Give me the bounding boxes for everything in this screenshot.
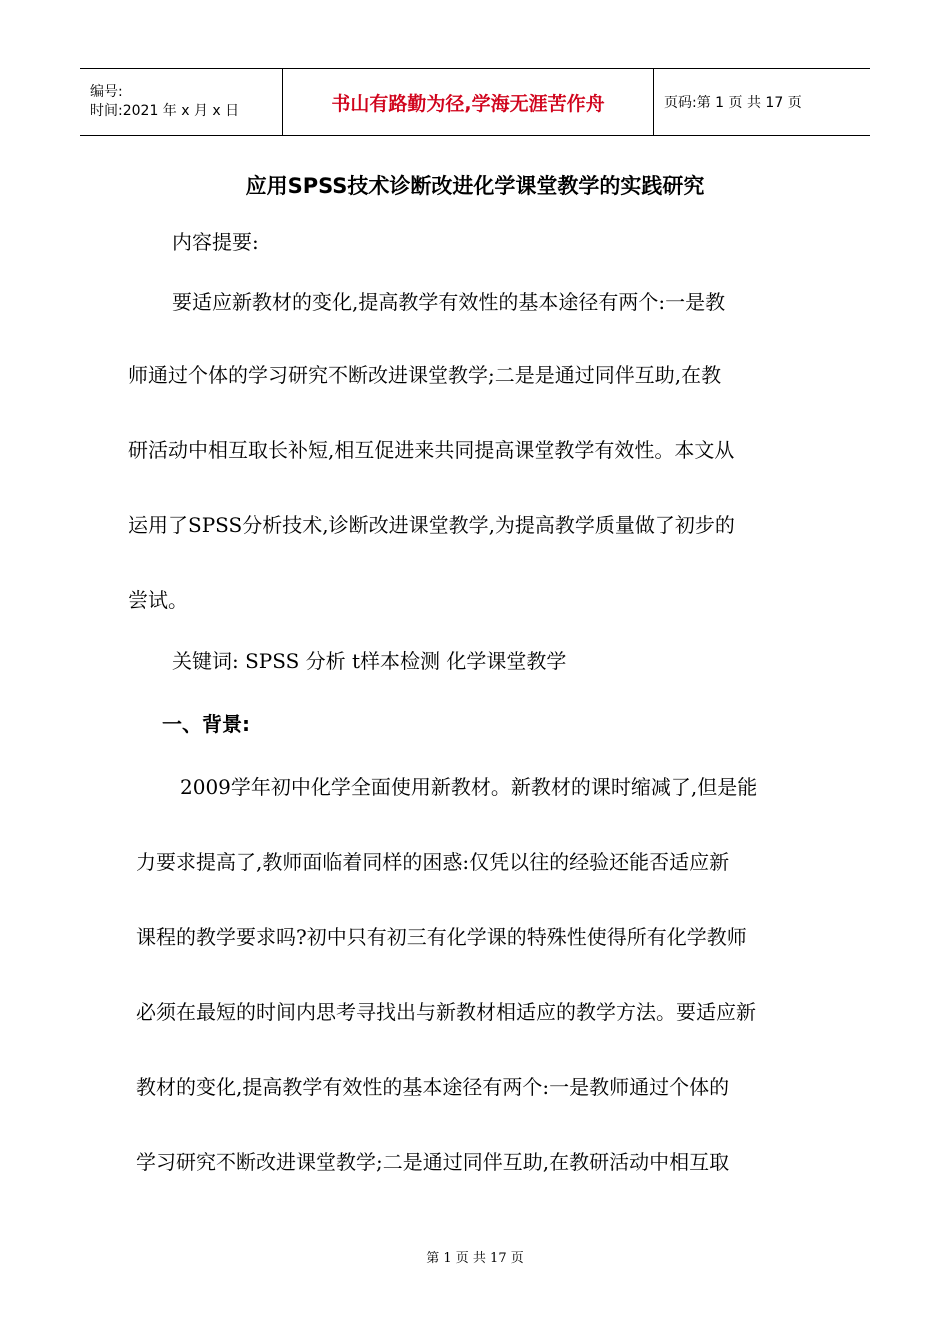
abstract-label: 内容提要: [172, 230, 259, 254]
abstract-line: 运用了SPSS分析技术,诊断改进课堂教学,为提高教学质量做了初步的 [128, 513, 735, 537]
header-page-cell [654, 69, 870, 135]
body-line: 教材的变化,提高教学有效性的基本途径有两个:一是教师通过个体的 [136, 1075, 730, 1099]
body-line: 必须在最短的时间内思考寻找出与新教材相适应的教学方法。要适应新 [136, 1000, 756, 1024]
page-footer: 第 1 页 共 17 页 [426, 1251, 524, 1266]
document-time-label: 时间:2021 年 x 月 x 日 [90, 103, 240, 119]
header-motto-cell [282, 69, 654, 135]
abstract-line: 尝试。 [128, 588, 188, 612]
abstract-line: 要适应新教材的变化,提高教学有效性的基本途径有两个:一是教 [172, 290, 726, 314]
document-number-label: 编号: [90, 84, 123, 100]
header-page-info: 页码:第 1 页 共 17 页 [664, 95, 802, 111]
abstract-line: 研活动中相互取长补短,相互促进来共同提高课堂教学有效性。本文从 [128, 438, 735, 462]
body-line: 力要求提高了,教师面临着同样的困惑:仅凭以往的经验还能否适应新 [136, 850, 730, 874]
body-line: 课程的教学要求吗?初中只有初三有化学课的特殊性使得所有化学教师 [136, 925, 747, 949]
body-line: 学习研究不断改进课堂教学;二是通过同伴互助,在教研活动中相互取 [136, 1150, 730, 1174]
header-left-cell [80, 69, 282, 135]
keywords: 关键词: SPSS 分析 t样本检测 化学课堂教学 [172, 649, 567, 673]
body-line: 2009学年初中化学全面使用新教材。新教材的课时缩减了,但是能 [180, 775, 758, 799]
abstract-line: 师通过个体的学习研究不断改进课堂教学;二是是通过同伴互助,在教 [128, 363, 722, 387]
document-title: 应用SPSS技术诊断改进化学课堂教学的实践研究 [245, 174, 705, 198]
header-table [80, 68, 870, 136]
section-heading: 一、背景: [162, 712, 250, 736]
header-motto: 书山有路勤为径,学海无涯苦作舟 [331, 92, 605, 115]
